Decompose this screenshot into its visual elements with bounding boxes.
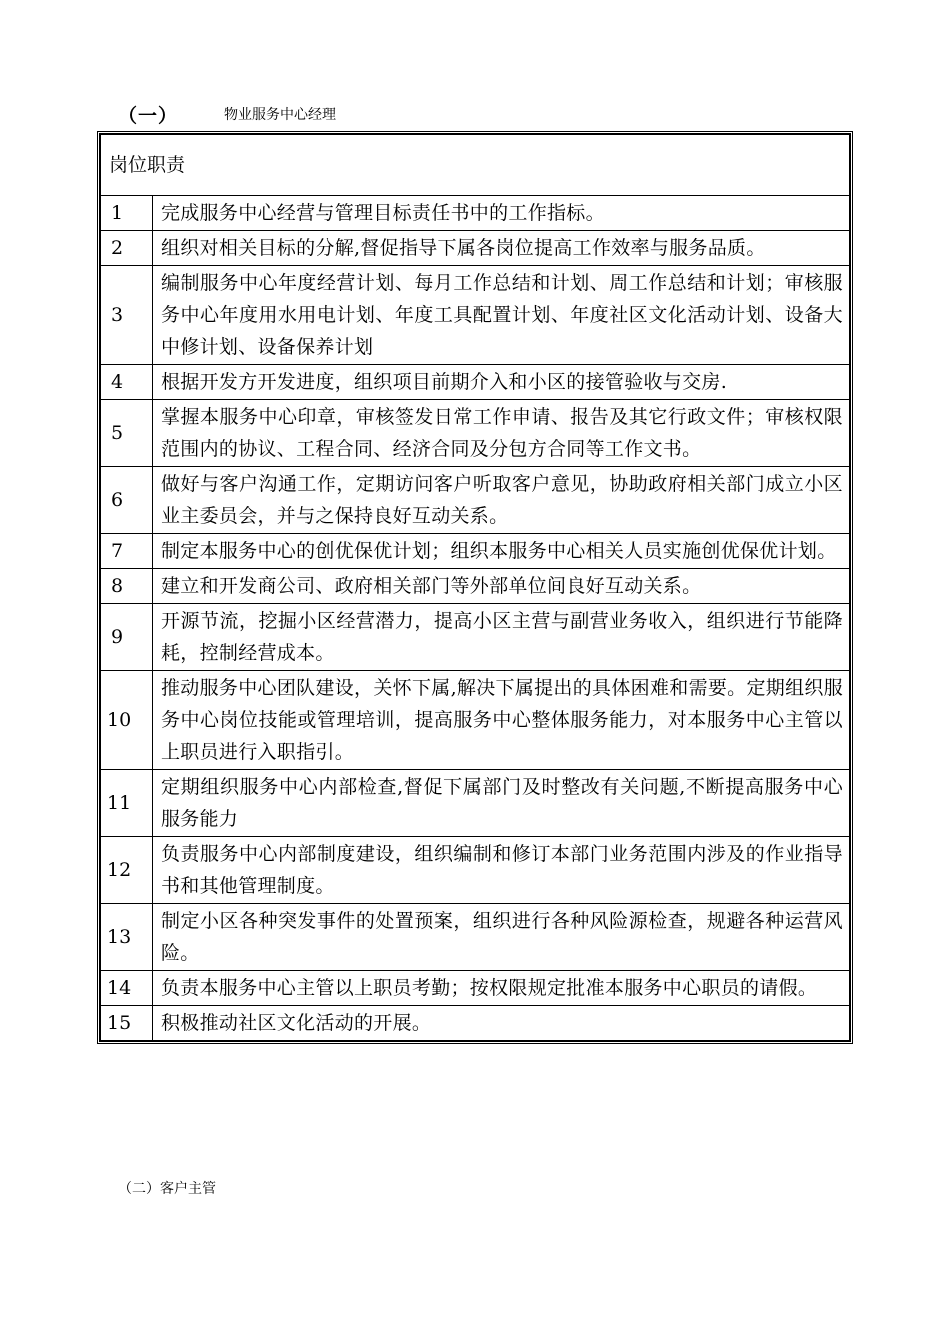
duties-table [97, 131, 853, 1044]
row-text: 掌握本服务中心印章，审核签发日常工作申请、报告及其它行政文件；审核权限范围内的协议、工程合同、经济合同及分包方合同等工作文书。 [153, 400, 850, 467]
row-number: 12 [101, 837, 153, 904]
table-row [101, 196, 850, 231]
section-title: 物业服务中心经理 [224, 107, 337, 123]
row-number: 4 [101, 365, 153, 400]
row-number: 2 [101, 231, 153, 266]
table-row [101, 1006, 850, 1041]
table-row [101, 904, 850, 971]
table-row [101, 569, 850, 604]
row-number: 8 [101, 569, 153, 604]
table-row [101, 837, 850, 904]
row-number: 1 [101, 196, 153, 231]
table-row [101, 266, 850, 365]
table-row [101, 400, 850, 467]
row-text: 积极推动社区文化活动的开展。 [153, 1006, 850, 1041]
next-section-heading: （二）客户主管 [118, 1181, 216, 1197]
row-text: 负责服务中心内部制度建设，组织编制和修订本部门业务范围内涉及的作业指导书和其他管理制度。 [153, 837, 850, 904]
row-text: 建立和开发商公司、政府相关部门等外部单位间良好互动关系。 [153, 569, 850, 604]
table-row [101, 671, 850, 770]
row-text: 制定本服务中心的创优保优计划；组织本服务中心相关人员实施创优保优计划。 [153, 534, 850, 569]
table-row [101, 231, 850, 266]
row-text: 做好与客户沟通工作，定期访问客户听取客户意见，协助政府相关部门成立小区业主委员会，并与之保持良好互动关系。 [153, 467, 850, 534]
table-row [101, 467, 850, 534]
row-number: 9 [101, 604, 153, 671]
row-text: 推动服务中心团队建设，关怀下属,解决下属提出的具体困难和需要。定期组织服务中心岗位技能或管理培训，提高服务中心整体服务能力，对本服务中心主管以上职员进行入职指引。 [153, 671, 850, 770]
table-header: 岗位职责 [101, 135, 850, 196]
table-row [101, 971, 850, 1006]
row-text: 制定小区各种突发事件的处置预案，组织进行各种风险源检查，规避各种运营风险。 [153, 904, 850, 971]
section-heading [118, 100, 336, 128]
row-number: 5 [101, 400, 153, 467]
row-number: 10 [101, 671, 153, 770]
table-header-row [101, 135, 850, 196]
row-number: 3 [101, 266, 153, 365]
row-number: 11 [101, 770, 153, 837]
table-row [101, 534, 850, 569]
row-text: 开源节流，挖掘小区经营潜力，提高小区主营与副营业务收入，组织进行节能降耗，控制经营成本。 [153, 604, 850, 671]
row-text: 完成服务中心经营与管理目标责任书中的工作指标。 [153, 196, 850, 231]
table-row [101, 770, 850, 837]
row-text: 根据开发方开发进度，组织项目前期介入和小区的接管验收与交房. [153, 365, 850, 400]
row-number: 6 [101, 467, 153, 534]
table-row [101, 365, 850, 400]
row-number: 15 [101, 1006, 153, 1041]
row-number: 13 [101, 904, 153, 971]
row-number: 7 [101, 534, 153, 569]
section-number: （一） [118, 104, 179, 127]
row-text: 编制服务中心年度经营计划、每月工作总结和计划、周工作总结和计划；审核服务中心年度用水用电计划、年度工具配置计划、年度社区文化活动计划、设备大中修计划、设备保养计划 [153, 266, 850, 365]
row-text: 组织对相关目标的分解,督促指导下属各岗位提高工作效率与服务品质。 [153, 231, 850, 266]
row-text: 定期组织服务中心内部检查,督促下属部门及时整改有关问题,不断提高服务中心服务能力 [153, 770, 850, 837]
table-row [101, 604, 850, 671]
row-number: 14 [101, 971, 153, 1006]
row-text: 负责本服务中心主管以上职员考勤；按权限规定批准本服务中心职员的请假。 [153, 971, 850, 1006]
